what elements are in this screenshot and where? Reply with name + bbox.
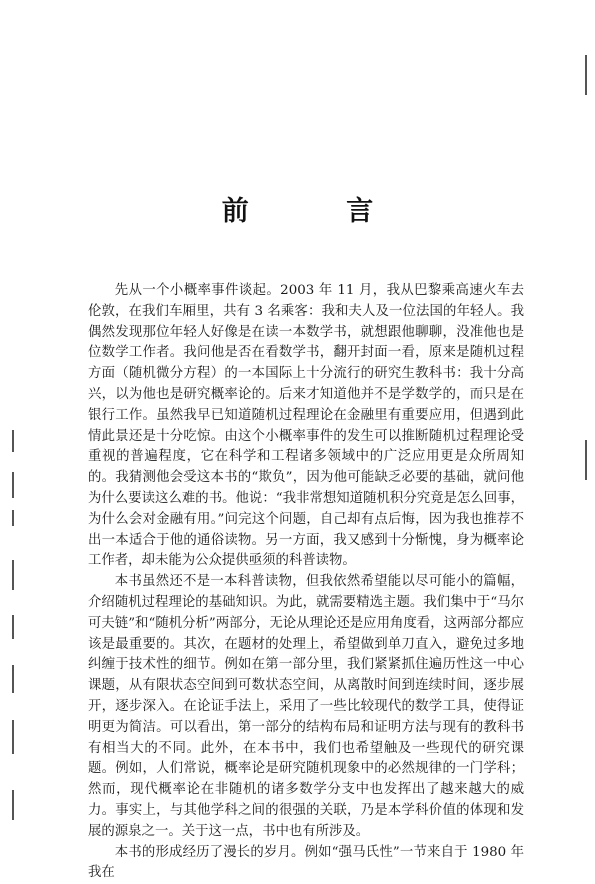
right-margin-mark bbox=[585, 55, 587, 95]
paragraph: 先从一个小概率事件谈起。2003 年 11 月，我从巴黎乘高速火车去伦敦，在我们车厢里，共有 3 名乘客：我和夫人及一位法国的年轻人。我偶然发现那位年轻人好像是在读一本数学书，就想跟他聊聊，没准他也是位数学工作者。我问他是否在看数学书，翻开封面一看，原来是随机过程方面（随机微分方程）的一本国际上十分流行的研究生教科书：我十分高兴，以为他也是研究概率论的。后来才知道他并不是学数学的，而只是在银行工作。虽然我早已知道随机过程理论在金融里有重要应用，但遇到此情此景还是十分吃惊。由这个小概率事件的发生可以推断随机过程理论受重视的普遍程度，它在科学和工程诸多领域中的广泛应用更是众所周知的。我猜测他会受这本书的“欺负”，因为他可能缺乏必要的基础，就问他为什么要读这么难的书。他说：“我非常想知道随机积分究竟是怎么回事，为什么会对金融有用。”问完这个问题，自己却有点后悔，因为我也推荐不出一本适合于他的通俗读物。另一方面，我又感到十分惭愧，身为概率论工作者，却未能为公众提供亟须的科普读物。 bbox=[88, 283, 524, 569]
page-title: 前 言 bbox=[221, 196, 418, 227]
right-margin-mark bbox=[585, 440, 587, 480]
left-margin-marks bbox=[0, 0, 20, 842]
body-text bbox=[88, 281, 524, 884]
paragraph: 本书虽然还不是一本科普读物，但我依然希望能以尽可能小的篇幅，介绍随机过程理论的基础知识。为此，就需要精选主题。我们集中于“马尔可夫链”和“随机分析”两部分，无论从理论还是应用角度看，这两部分都应该是最重要的。其次，在题材的处理上，希望做到单刀直入，避免过多地纠缠于技术性的细节。例如在第一部分里，我们紧紧抓住遍历性这一中心课题，从有限状态空间到可数状态空间，从离散时间到连续时间，逐步展开，逐步深入。在论证手法上，采用了一些比较现代的数学工具，使得证明更为简洁。可以看出，第一部分的结构布局和证明方法与现有的教科书有相当大的不同。此外，在本书中，我们也希望触及一些现代的研究课题。例如，人们常说，概率论是研究随机现象中的必然规律的一门学科；然而，现代概率论在非随机的诸多数学分支中也发挥出了越来越大的威力。事实上，与其他学科之间的很强的关联，乃是本学科价值的体现和发展的源泉之一。关于这一点，书中也有所涉及。 bbox=[88, 574, 524, 839]
paragraph: 本书的形成经历了漫长的岁月。例如“强马氏性”一节来自于 1980 年我在 bbox=[88, 844, 524, 881]
